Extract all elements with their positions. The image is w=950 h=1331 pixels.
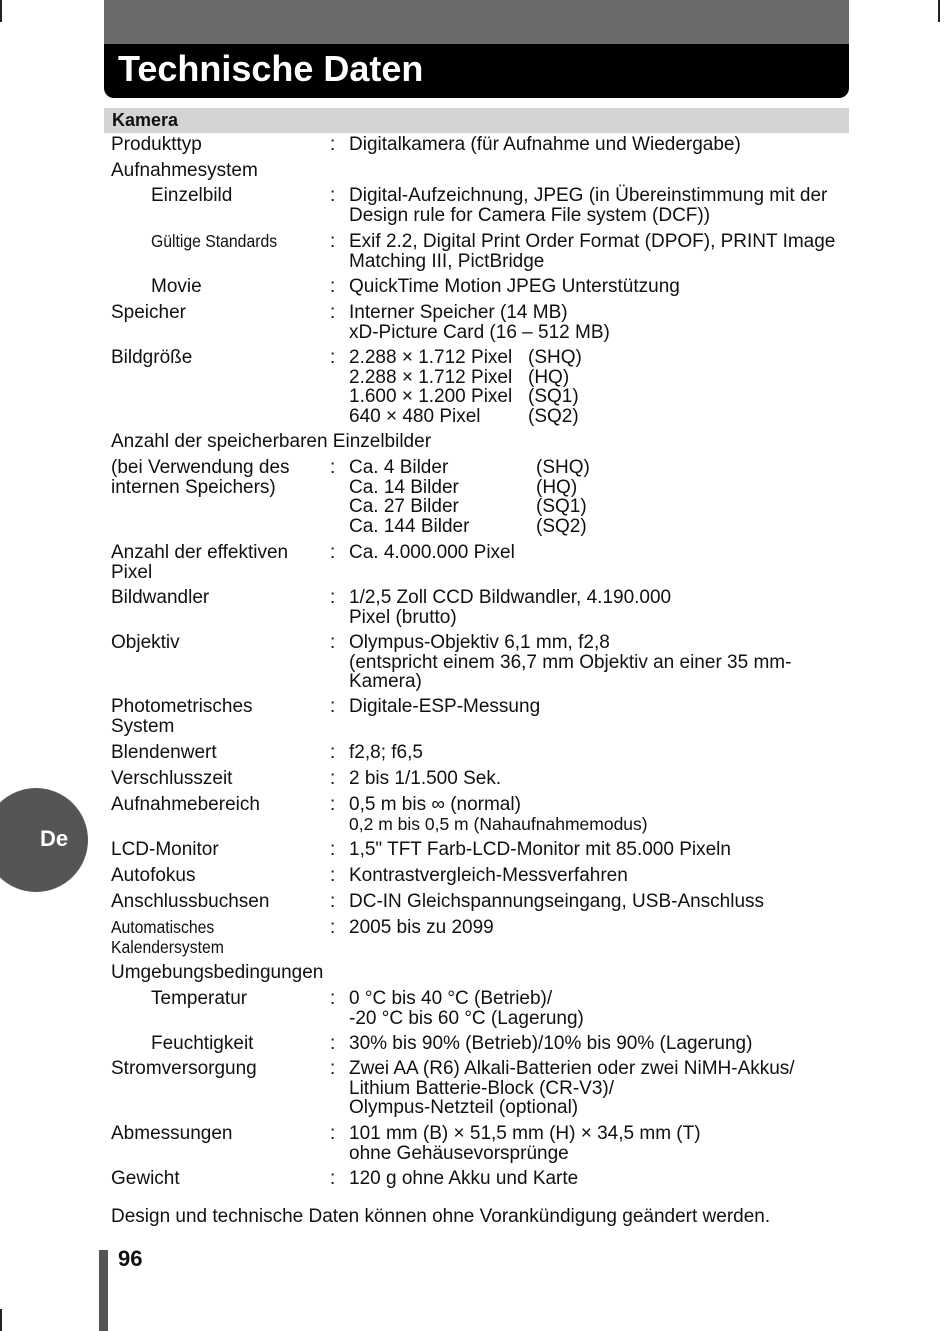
spec-value-line: Interner Speicher (14 MB) <box>349 302 568 323</box>
footer-note: Design und technische Daten können ohne Vorankündigung geändert werden. <box>111 1206 771 1227</box>
spec-table-mode: (SQ1) <box>536 496 587 518</box>
spec-value-line: 120 g ohne Akku und Karte <box>349 1168 579 1189</box>
crop-mark <box>0 0 2 22</box>
spec-table-value: 2.288 × 1.712 Pixel <box>349 347 513 368</box>
spec-value-line: f2,8; f6,5 <box>349 742 423 763</box>
spec-label: Bildwandler <box>111 587 210 608</box>
spec-table-row <box>349 517 844 537</box>
spec-table-value: 640 × 480 Pixel <box>349 405 481 427</box>
spec-value-line: Design rule for Camera File system (DCF)) <box>349 204 711 226</box>
spec-value-line: -20 °C bis 60 °C (Lagerung) <box>349 1007 584 1029</box>
spec-label: (bei Verwendung des internen Speichers) <box>111 457 290 498</box>
spec-colon: : <box>330 457 336 478</box>
spec-colon: : <box>330 1058 336 1079</box>
spec-label: Gewicht <box>111 1168 180 1189</box>
page-number-bar <box>99 1250 108 1331</box>
spec-value-line: QuickTime Motion JPEG Unterstützung <box>349 276 680 297</box>
spec-value <box>349 186 844 225</box>
spec-table-row <box>349 368 844 388</box>
spec-label: Aufnahmebereich <box>111 794 260 815</box>
spec-label: Produkttyp <box>111 134 202 155</box>
spec-label: Gültige Standards <box>151 231 278 251</box>
spec-colon: : <box>330 988 336 1009</box>
spec-table-mode: (HQ) <box>528 366 570 388</box>
spec-value-line: DC-IN Gleichspannungseingang, USB-Anschluss <box>349 891 765 912</box>
spec-value <box>349 892 844 912</box>
spec-label: Automatisches Kalendersystem <box>111 917 224 957</box>
spec-value <box>349 1034 844 1054</box>
spec-value <box>349 1124 844 1163</box>
spec-value-line: Kamera) <box>349 671 422 693</box>
spec-colon: : <box>330 185 336 206</box>
spec-label: Bildgröße <box>111 347 193 368</box>
spec-value <box>349 918 844 938</box>
spec-table-row <box>349 458 844 478</box>
crop-mark <box>938 0 940 22</box>
spec-value-line: Lithium Batterie-Block (CR-V3)/ <box>349 1077 615 1099</box>
spec-value-line: 2005 bis zu 2099 <box>349 917 494 938</box>
spec-value-line: Pixel (brutto) <box>349 606 457 628</box>
spec-value-line: 101 mm (B) × 51,5 mm (H) × 34,5 mm (T) <box>349 1123 701 1144</box>
spec-label: Einzelbild <box>151 185 233 206</box>
spec-value-line: Olympus-Netzteil (optional) <box>349 1097 579 1119</box>
spec-label: Photometrisches System <box>111 696 253 737</box>
language-tab <box>0 788 88 892</box>
spec-table-row <box>349 407 844 427</box>
spec-value <box>349 743 844 763</box>
spec-colon: : <box>330 1123 336 1144</box>
spec-table-mode: (SQ2) <box>536 515 587 537</box>
spec-value <box>349 543 844 563</box>
spec-label: Aufnahmesystem <box>111 160 258 181</box>
spec-value-line: 0 °C bis 40 °C (Betrieb)/ <box>349 988 553 1009</box>
spec-label: Stromversorgung <box>111 1058 257 1079</box>
spec-table-mode: (SHQ) <box>536 457 590 478</box>
spec-label: Temperatur <box>151 988 248 1009</box>
spec-value-line: Zwei AA (R6) Alkali-Batterien oder zwei NiMH-Akkus/ <box>349 1058 795 1079</box>
spec-label: Speicher <box>111 302 186 323</box>
spec-value <box>349 795 844 834</box>
spec-value-line: Exif 2.2, Digital Print Order Format (DPOF), PRINT Image <box>349 231 836 252</box>
spec-colon: : <box>330 542 336 563</box>
spec-value <box>349 633 844 692</box>
spec-label: Movie <box>151 276 202 297</box>
header-top-bar <box>104 0 849 44</box>
spec-value <box>349 1169 844 1189</box>
spec-value <box>349 277 844 297</box>
spec-label: Verschlusszeit <box>111 768 233 789</box>
spec-table-value: 2.288 × 1.712 Pixel <box>349 366 513 388</box>
spec-value-line: Kontrastvergleich-Messverfahren <box>349 865 628 886</box>
spec-value <box>349 769 844 789</box>
language-tab-label: De <box>40 826 69 851</box>
spec-value <box>349 303 844 342</box>
spec-table-value: Ca. 27 Bilder <box>349 496 459 518</box>
spec-value <box>349 135 844 155</box>
spec-value-line: 30% bis 90% (Betrieb)/10% bis 90% (Lagerung) <box>349 1033 753 1054</box>
spec-value-line: 0,5 m bis ∞ (normal) <box>349 794 521 815</box>
spec-label: Abmessungen <box>111 1123 233 1144</box>
spec-table-row <box>349 497 844 517</box>
spec-table-mode: (SHQ) <box>528 347 582 368</box>
spec-value <box>349 866 844 886</box>
crop-mark <box>0 1309 2 1331</box>
spec-value <box>349 348 844 426</box>
spec-colon: : <box>330 347 336 368</box>
spec-label: Objektiv <box>111 632 180 653</box>
spec-label: Autofokus <box>111 865 196 886</box>
spec-table-mode: (SQ2) <box>528 405 579 427</box>
spec-value-line: (entspricht einem 36,7 mm Objektiv an einer 35 mm- <box>349 651 792 673</box>
spec-value-line: Digitalkamera (für Aufnahme und Wiedergabe) <box>349 134 741 155</box>
spec-value <box>349 588 844 627</box>
spec-table-row <box>349 478 844 498</box>
spec-value <box>349 232 844 271</box>
spec-value-line: Ca. 4.000.000 Pixel <box>349 542 515 563</box>
spec-colon: : <box>330 794 336 815</box>
section-title: Kamera <box>112 110 179 130</box>
spec-label: LCD-Monitor <box>111 839 219 860</box>
spec-table-row <box>349 387 844 407</box>
spec-value <box>349 989 844 1028</box>
spec-label: Anschlussbuchsen <box>111 891 270 912</box>
spec-label: Umgebungsbedingungen <box>111 962 324 983</box>
section-bar <box>104 108 849 133</box>
spec-value-line: Matching III, PictBridge <box>349 250 545 272</box>
spec-table-value: Ca. 14 Bilder <box>349 476 459 498</box>
spec-table-value: Ca. 144 Bilder <box>349 515 470 537</box>
header-title-bar <box>104 44 849 98</box>
spec-colon: : <box>330 632 336 653</box>
spec-value-line: 2 bis 1/1.500 Sek. <box>349 768 502 789</box>
page-title: Technische Daten <box>118 48 424 89</box>
spec-colon: : <box>330 1168 336 1189</box>
spec-value <box>349 697 844 717</box>
spec-colon: : <box>330 742 336 763</box>
spec-colon: : <box>330 768 336 789</box>
spec-colon: : <box>330 839 336 860</box>
spec-colon: : <box>330 865 336 886</box>
spec-colon: : <box>330 891 336 912</box>
spec-colon: : <box>330 276 336 297</box>
spec-value <box>349 840 844 860</box>
spec-colon: : <box>330 134 336 155</box>
spec-value-line: Digital-Aufzeichnung, JPEG (in Übereinstimmung mit der <box>349 185 828 206</box>
spec-colon: : <box>330 917 336 938</box>
spec-value-line: Digitale-ESP-Messung <box>349 696 541 717</box>
spec-table-row <box>349 348 844 368</box>
spec-colon: : <box>330 302 336 323</box>
spec-value-line: ohne Gehäusevorsprünge <box>349 1142 569 1164</box>
spec-colon: : <box>330 587 336 608</box>
spec-value-line: 1,5" TFT Farb-LCD-Monitor mit 85.000 Pixeln <box>349 839 731 860</box>
spec-table-value: 1.600 × 1.200 Pixel <box>349 386 513 408</box>
spec-colon: : <box>330 1033 336 1054</box>
spec-value-line: 1/2,5 Zoll CCD Bildwandler, 4.190.000 <box>349 587 672 608</box>
spec-colon: : <box>330 696 336 717</box>
spec-label: Blendenwert <box>111 742 217 763</box>
spec-label: Anzahl der speicherbaren Einzelbilder <box>111 431 432 452</box>
spec-label: Anzahl der effektiven Pixel <box>111 542 289 583</box>
spec-value <box>349 458 844 536</box>
page-number: 96 <box>118 1246 143 1271</box>
spec-table-mode: (HQ) <box>536 476 578 498</box>
spec-label: Feuchtigkeit <box>151 1033 254 1054</box>
spec-value-line: xD-Picture Card (16 – 512 MB) <box>349 321 610 343</box>
spec-colon: : <box>330 231 336 252</box>
spec-table-mode: (SQ1) <box>528 386 579 408</box>
spec-table-value: Ca. 4 Bilder <box>349 457 449 478</box>
spec-value <box>349 1059 844 1118</box>
spec-value-line: Olympus-Objektiv 6,1 mm, f2,8 <box>349 632 610 653</box>
spec-value-line: 0,2 m bis 0,5 m (Nahaufnahmemodus) <box>349 813 648 834</box>
